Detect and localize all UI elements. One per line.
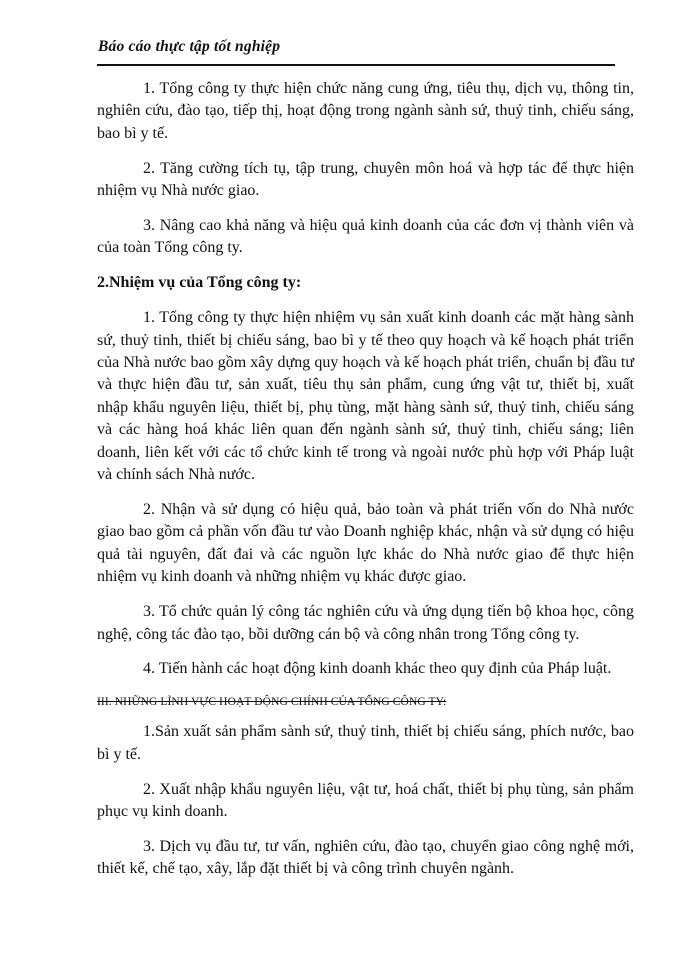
paragraph: 3. Tổ chức quản lý công tác nghiên cứu và ứng dụng tiến bộ khoa học, công nghệ, công tác đào tạo, bồi dưỡng cán bộ và công nhân trong Tổng công ty. [97,603,634,643]
document-body [97,78,634,893]
paragraph: 3. Dịch vụ đầu tư, tư vấn, nghiên cứu, đào tạo, chuyển giao công nghệ mới, thiết kế, chế tạo, xây, lắp đặt thiết bị và công trình chuyên ngành. [97,837,634,878]
header-rule [97,64,615,66]
paragraph: 2. Nhận và sử dụng có hiệu quả, bảo toàn và phát triển vốn do Nhà nước giao bao gồm cả phần vốn đầu tư vào Doanh nghiệp khác, nhận và sử dụng có hiệu quả tài nguyên, đất đai và các nguồn lực khác do Nhà nước giao để thực hiện nhiệm vụ kinh doanh và những nhiệm vụ khác được giao. [97,501,634,586]
paragraph: 1. Tổng công ty thực hiện nhiệm vụ sản xuất kinh doanh các mặt hàng sành sứ, thuỷ tinh, thiết bị chiếu sáng, bao bì y tế theo quy hoạch và kế hoạch phát triển của Nhà nước bao gồm xây dựng quy hoạch và kế hoạch phát triển, chuẩn bị đầu tư và thực hiện đầu tư, sản xuất, tiêu thụ sản phẩm, cung ứng vật tư, thiết bị, xuất nhập khẩu nguyên liệu, thiết bị, phụ tùng, mặt hàng sành sứ, thuỷ tinh, chiếu sáng và các hàng hoá khác liên quan đến ngành sành sứ, thuỷ tinh, chiếu sáng; liên doanh, liên kết với các tổ chức kinh tế trong và ngoài nước phù hợp với Pháp luật và chính sách Nhà nước. [97,309,634,484]
section-heading-duties: 2.Nhiệm vụ của Tổng công ty: [97,274,302,292]
paragraph: 2. Tăng cường tích tụ, tập trung, chuyên môn hoá và hợp tác để thực hiện nhiệm vụ Nhà nước giao. [97,159,634,200]
paragraph: 2. Xuất nhập khẩu nguyên liệu, vật tư, hoá chất, thiết bị phụ tùng, sản phẩm phục vụ kinh doanh. [97,780,634,821]
section-heading-areas: III. NHỮNG LĨNH VỰC HOẠT ĐỘNG CHÍNH CỦA TỔNG CÔNG TY: [97,696,447,709]
running-header-title: Báo cáo thực tập tốt nghiệp [98,38,281,55]
paragraph: 1. Tổng công ty thực hiện chức năng cung ứng, tiêu thụ, dịch vụ, thông tin, nghiên cứu, đào tạo, tiếp thị, hoạt động trong ngành sành sứ, thuỷ tinh, chiếu sáng, bao bì y tế. [97,80,634,142]
paragraph: 4. Tiến hành các hoạt động kinh doanh khác theo quy định của Pháp luật. [143,660,612,678]
paragraph: 3. Nâng cao khả năng và hiệu quả kinh doanh của các đơn vị thành viên và của toàn Tổng công ty. [97,217,634,257]
paragraph: 1.Sản xuất sản phẩm sành sứ, thuỷ tinh, thiết bị chiếu sáng, phích nước, bao bì y tế. [97,723,634,763]
